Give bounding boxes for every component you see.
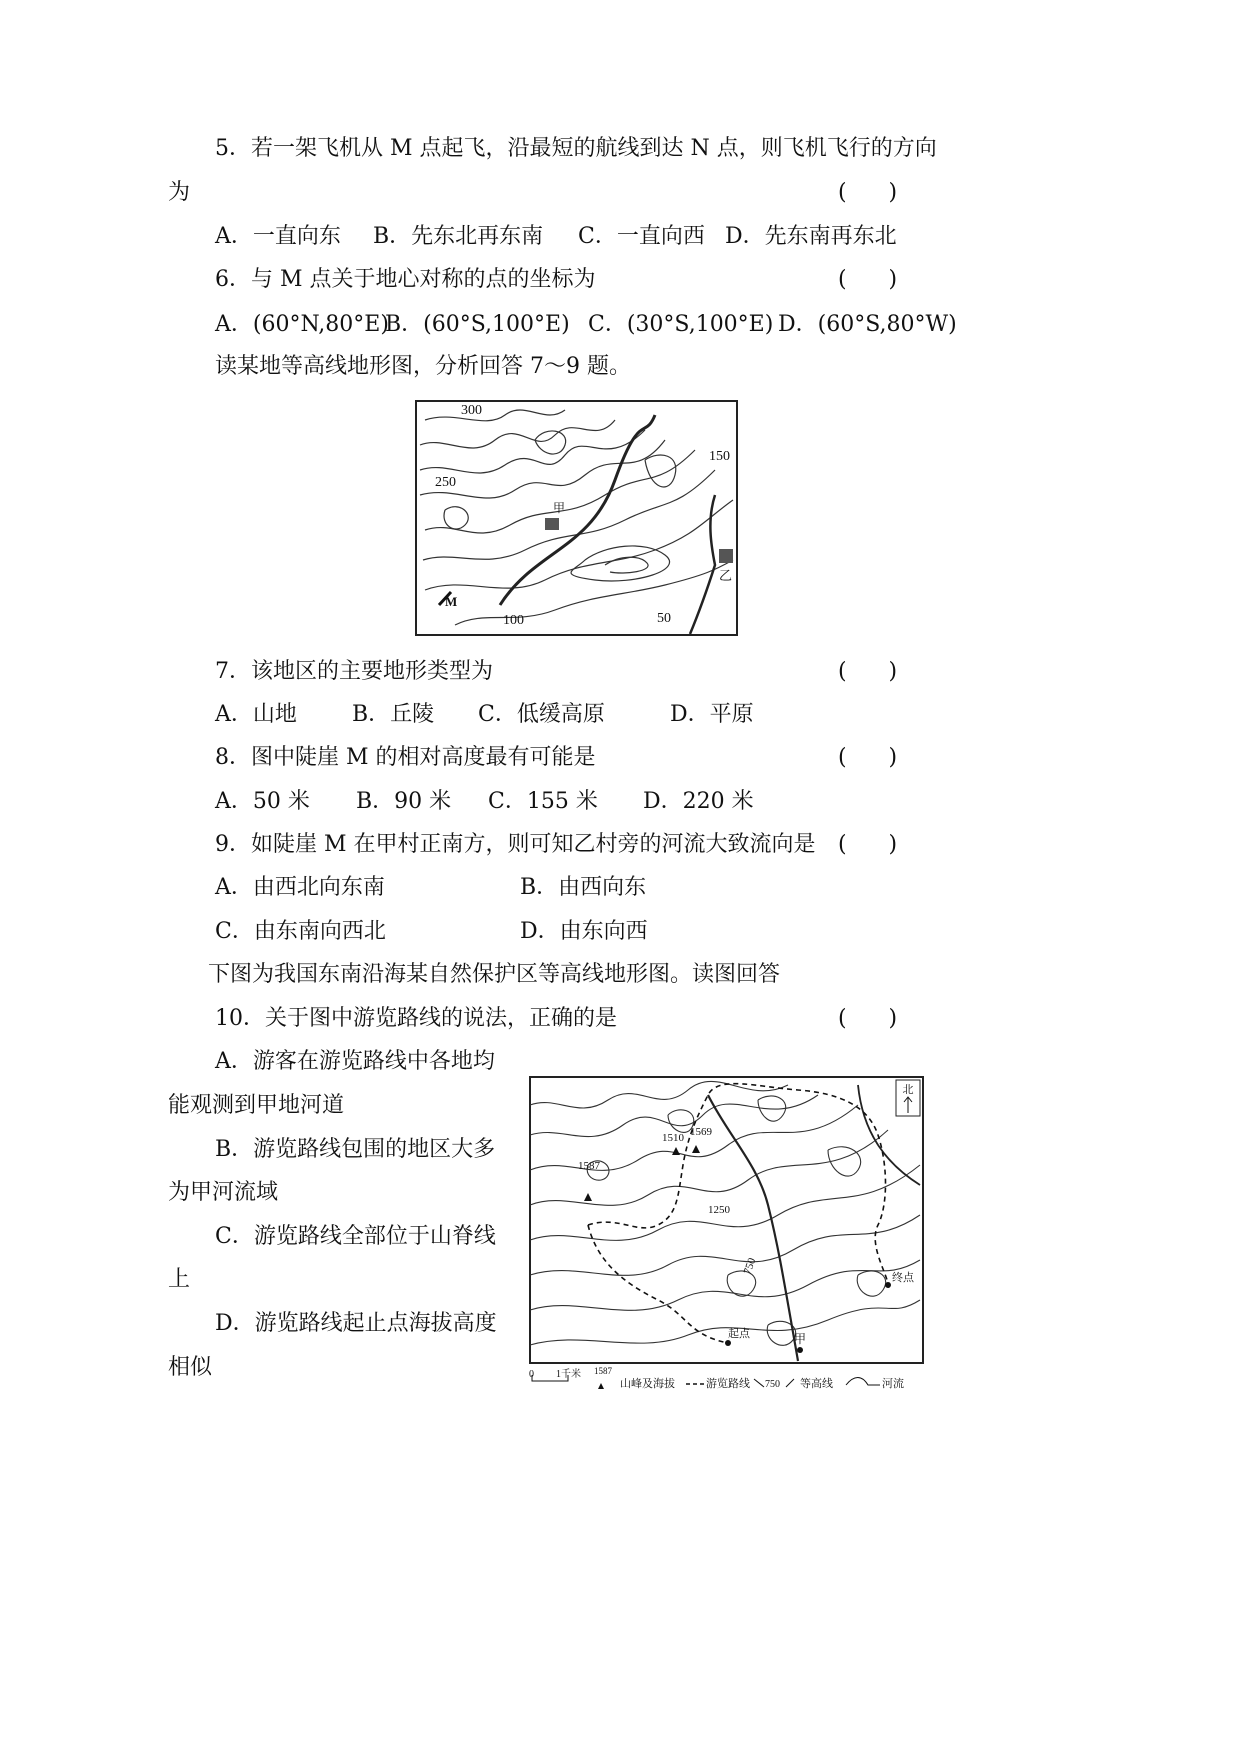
contour-map-1 <box>415 400 738 636</box>
peak-1587: 1587 <box>578 1160 600 1172</box>
map1-label-250: 250 <box>435 475 456 490</box>
contour-label-1250: 1250 <box>708 1204 730 1216</box>
q5-option-b: B．先东北再东南 <box>373 224 544 249</box>
q8-answer-paren: ( ) <box>838 745 898 770</box>
q10-option-b-line1: B．游览路线包围的地区大多 <box>215 1137 496 1162</box>
map1-label-300: 300 <box>461 403 482 418</box>
q8-option-c: C．155 米 <box>488 789 598 814</box>
q6-option-a: A．(60°N,80°E) <box>215 312 389 337</box>
map2-legend <box>529 1366 904 1390</box>
legend-peak-text: 山峰及海拔 <box>620 1378 675 1390</box>
q6-option-b: B．(60°S,100°E) <box>385 312 570 337</box>
q10-option-c-line2: 上 <box>168 1267 191 1292</box>
q9-option-a: A．由西北向东南 <box>215 875 385 900</box>
q5-option-d: D．先东南再东北 <box>725 224 897 249</box>
q8-stem: 8．图中陡崖 M 的相对高度最有可能是 <box>215 745 596 770</box>
q10-stem: 10．关于图中游览路线的说法，正确的是 <box>215 1006 617 1031</box>
q5-answer-paren: ( ) <box>838 180 898 205</box>
legend-peak-value: 1587 <box>594 1366 612 1376</box>
q8-option-d: D．220 米 <box>643 789 754 814</box>
map1-label-m: M <box>445 594 458 609</box>
q10-option-d-line2: 相似 <box>168 1355 213 1380</box>
q6-stem: 6．与 M 点关于地心对称的点的坐标为 <box>215 267 596 292</box>
q5-stem-line1: 5．若一架飞机从 M 点起飞，沿最短的航线到达 N 点，则飞机飞行的方向 <box>215 136 937 161</box>
map1-label-150: 150 <box>709 449 730 464</box>
map1-label-50: 50 <box>657 611 671 626</box>
q10-option-b-line2: 为甲河流域 <box>168 1180 279 1205</box>
end-label: 终点 <box>892 1272 914 1284</box>
legend-contour-value: 750 <box>765 1379 780 1390</box>
q10-option-c-line1: C．游览路线全部位于山脊线 <box>215 1224 496 1249</box>
intro-10: 下图为我国东南沿海某自然保护区等高线地形图。读图回答 <box>208 962 781 987</box>
peak-1510: 1510 <box>662 1132 684 1144</box>
q7-answer-paren: ( ) <box>838 659 898 684</box>
q10-option-a-line1: A．游客在游览路线中各地均 <box>215 1049 495 1074</box>
start-label: 起点 <box>728 1328 750 1340</box>
q9-answer-paren: ( ) <box>838 832 898 857</box>
legend-scale-0: 0 <box>529 1369 534 1380</box>
q10-option-d-line1: D．游览路线起止点海拔高度 <box>215 1311 497 1336</box>
q10-option-a-line2: 能观测到甲地河道 <box>168 1093 345 1118</box>
map1-label-100: 100 <box>503 613 524 628</box>
legend-route-text: 游览路线 <box>706 1378 750 1390</box>
q8-option-b: B．90 米 <box>356 789 452 814</box>
peak-1569: 1569 <box>690 1126 712 1138</box>
q8-option-a: A．50 米 <box>215 789 310 814</box>
legend-river-text: 河流 <box>882 1378 904 1390</box>
legend-scale-1km: 1千米 <box>556 1369 581 1380</box>
q10-answer-paren: ( ) <box>838 1006 898 1031</box>
contour-map-2 <box>528 1075 926 1391</box>
q7-option-c: C．低缓高原 <box>478 702 605 727</box>
q6-option-d: D．(60°S,80°W) <box>778 312 957 337</box>
north-label: 北 <box>902 1084 914 1096</box>
q7-stem: 7．该地区的主要地形类型为 <box>215 659 493 684</box>
intro-7-9: 读某地等高线地形图，分析回答 7～9 题。 <box>215 354 631 379</box>
q9-option-d: D．由东向西 <box>520 919 648 944</box>
contour-label-750: 750 <box>741 1256 759 1277</box>
q9-option-b: B．由西向东 <box>520 875 647 900</box>
q7-option-d: D．平原 <box>670 702 754 727</box>
q6-option-c: C．(30°S,100°E) <box>588 312 774 337</box>
q9-option-c: C．由东南向西北 <box>215 919 386 944</box>
q5-option-c: C．一直向西 <box>578 224 705 249</box>
legend-contour-text: 等高线 <box>800 1378 833 1390</box>
q5-option-a: A．一直向东 <box>215 224 341 249</box>
map1-label-jia: 甲 <box>553 501 566 515</box>
map1-label-yi: 乙 <box>719 568 733 583</box>
q9-stem: 9．如陡崖 M 在甲村正南方，则可知乙村旁的河流大致流向是 <box>215 832 816 857</box>
q5-stem-line2: 为 <box>168 180 191 205</box>
q6-answer-paren: ( ) <box>838 267 898 292</box>
q7-option-a: A．山地 <box>215 702 297 727</box>
peak-icon <box>598 1383 604 1389</box>
q7-option-b: B．丘陵 <box>352 702 435 727</box>
map2-jia-label: 甲 <box>794 1332 807 1346</box>
